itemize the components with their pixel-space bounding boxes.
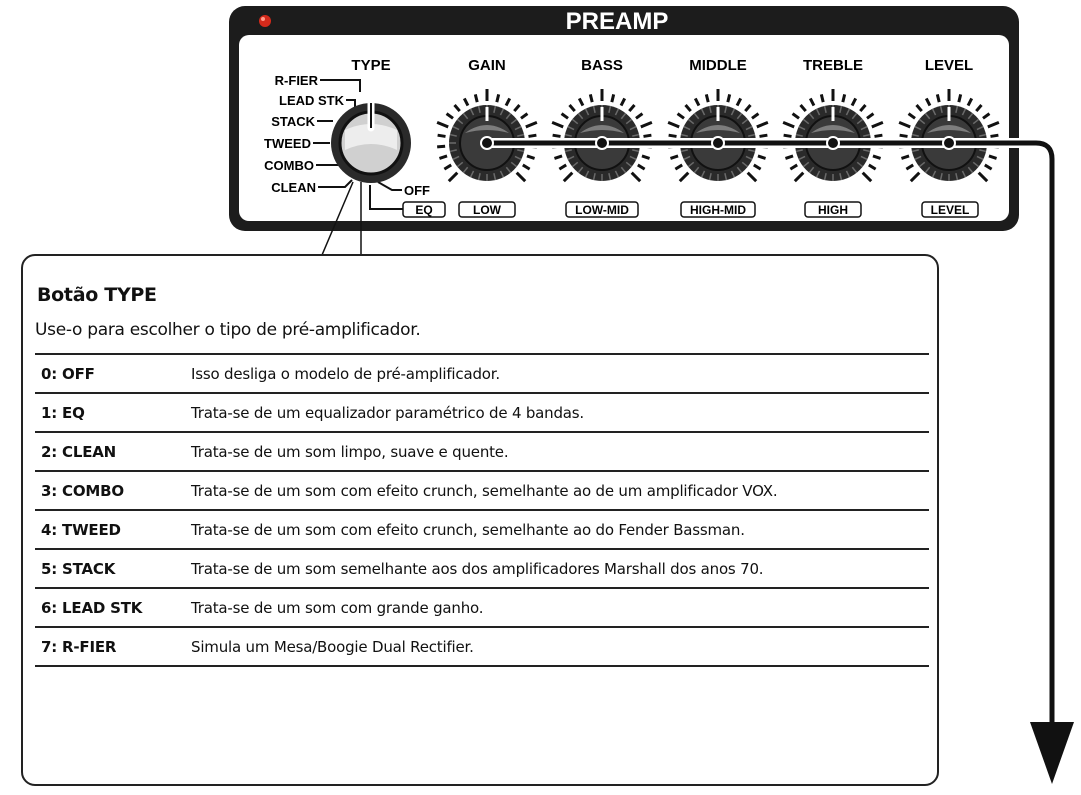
arrow-head-down-icon [1030, 722, 1074, 784]
junction-dot [712, 137, 724, 149]
type-value: 4: TWEED [41, 521, 121, 539]
type-description: Trata-se de um som com grande ganho. [191, 599, 484, 617]
table-row [35, 627, 929, 666]
type-description: Trata-se de um equalizador paramétrico de 4 bandas. [191, 404, 584, 422]
sub-label-treble: HIGH [818, 203, 848, 217]
type-options-table [35, 353, 929, 667]
eq-label: EQ [415, 203, 433, 217]
type-label-r-fier: R-FIER [274, 73, 318, 88]
type-value: 7: R-FIER [41, 638, 117, 656]
type-description: Trata-se de um som com efeito crunch, semelhante ao do Fender Bassman. [191, 521, 745, 539]
type-value: 3: COMBO [41, 482, 124, 500]
knob-label-bass: BASS [581, 57, 623, 74]
type-label-tweed: TWEED [264, 136, 311, 151]
table-row [35, 354, 929, 393]
callout-description: Use-o para escolher o tipo de pré-amplificador. [35, 320, 421, 340]
junction-dot [596, 137, 608, 149]
sub-label-level: LEVEL [930, 203, 970, 217]
type-value: 6: LEAD STK [41, 599, 143, 617]
table-row [35, 393, 929, 432]
sub-label-middle: HIGH-MID [690, 203, 746, 217]
power-led-highlight [261, 17, 265, 21]
type-description: Trata-se de um som com efeito crunch, semelhante ao de um amplificador VOX. [191, 482, 778, 500]
knob-label-middle: MIDDLE [689, 57, 747, 74]
sub-label-bass: LOW-MID [575, 203, 629, 217]
type-label-stack: STACK [271, 114, 315, 129]
type-label-off: OFF [404, 183, 430, 198]
type-value: 1: EQ [41, 404, 85, 422]
power-led [259, 15, 271, 27]
type-description: Isso desliga o modelo de pré-amplificador. [191, 365, 500, 383]
type-description: Trata-se de um som limpo, suave e quente. [191, 443, 509, 461]
knob-label-gain: GAIN [468, 57, 506, 74]
type-description: Simula um Mesa/Boogie Dual Rectifier. [191, 638, 474, 656]
type-label-lead-stk: LEAD STK [279, 93, 344, 108]
type-label-combo: COMBO [264, 158, 314, 173]
sub-label-gain: LOW [473, 203, 501, 217]
table-row [35, 588, 929, 627]
type-value: 0: OFF [41, 365, 95, 383]
table-row [35, 432, 929, 471]
junction-dot [481, 137, 493, 149]
junction-dot [827, 137, 839, 149]
knob-label-type: TYPE [351, 57, 391, 74]
type-selector-knob [331, 103, 411, 183]
type-value: 2: CLEAN [41, 443, 117, 461]
callout-title: Botão TYPE [37, 284, 157, 306]
type-value: 5: STACK [41, 560, 116, 578]
type-description: Trata-se de um som semelhante aos dos amplificadores Marshall dos anos 70. [191, 560, 764, 578]
table-row [35, 549, 929, 588]
knob-label-treble: TREBLE [803, 57, 863, 74]
table-row [35, 471, 929, 510]
table-row [35, 510, 929, 549]
type-label-clean: CLEAN [271, 180, 316, 195]
knob-label-level: LEVEL [924, 57, 974, 74]
junction-dot [943, 137, 955, 149]
panel-title: PREAMP [565, 8, 669, 35]
type-knob-callout [21, 254, 939, 786]
